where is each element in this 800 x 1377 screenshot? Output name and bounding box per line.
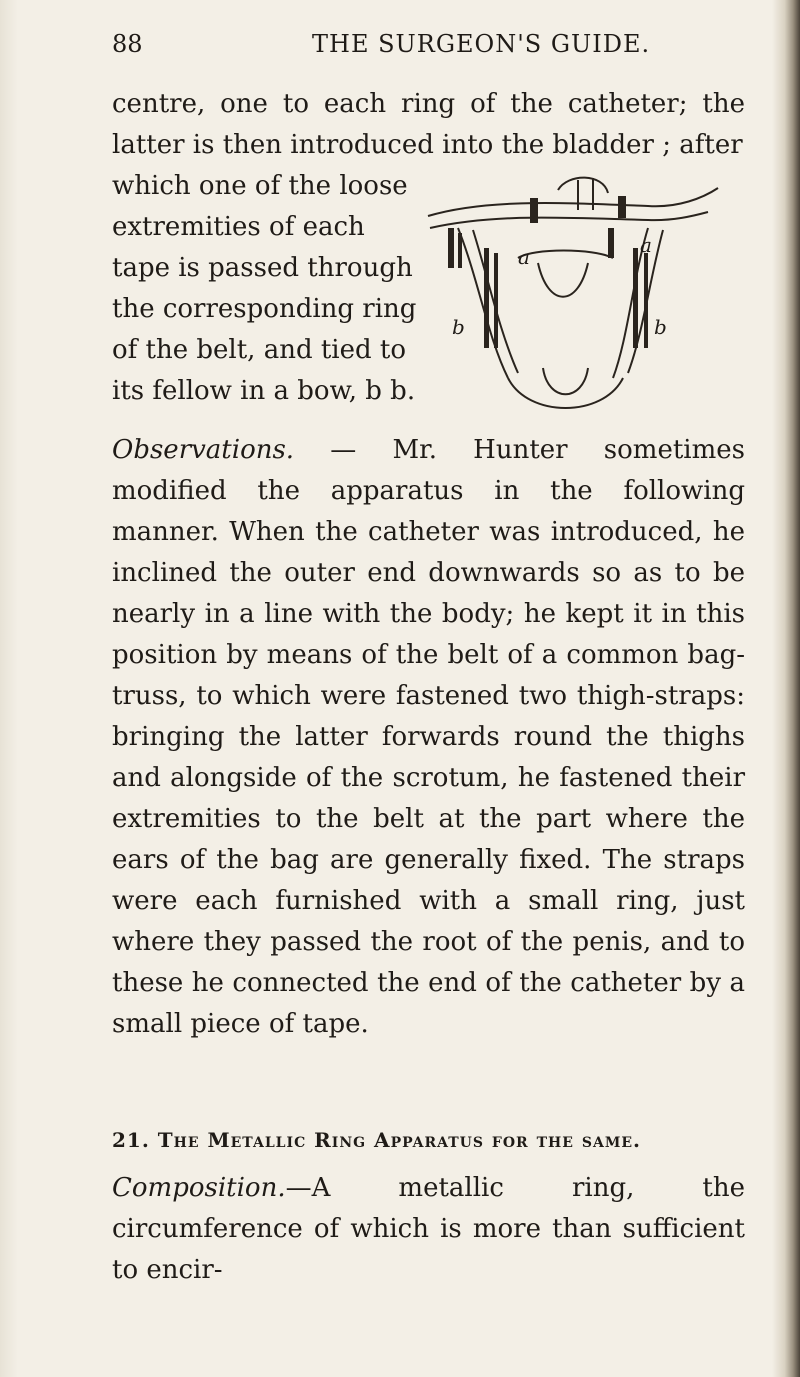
running-head: THE SURGEON'S GUIDE. [312, 30, 651, 58]
observations-text: — Mr. Hunter sometimes modified the apparatus in the following manner. When the catheter was introduced, he inclined the outer end downwards so as to be nearly in a line with the body; he kept it in this position by means of the belt of a common bag-truss, to which were fastened two thigh-straps: bringing the latter forwards round the thighs and alongside of the scrotum, he fastened their extremities to the belt at the part where the ears of the bag are generally fixed. The straps were each furnished with a small ring, just where they passed the root of the penis, and to these he connected the end of the catheter by a small piece of tape. [112, 435, 745, 1039]
section-heading: 21. The Metallic Ring Apparatus for the same. [112, 1128, 642, 1152]
observations-label: Observations. [112, 435, 295, 465]
figure-label-a-right: a [640, 233, 652, 257]
paragraph-continued [112, 84, 745, 166]
paragraph-text: which one of the loose extremities of each tape is passed through the corresponding ring of the belt, and tied to its fellow in a bow, b b. [112, 171, 417, 406]
figure-label-b-left: b [452, 315, 465, 339]
composition-label: Composition. [112, 1173, 286, 1203]
belt-line [428, 188, 718, 216]
figure-label-a-left: a [518, 245, 530, 269]
figure-illustration [418, 168, 738, 430]
composition-paragraph [112, 1168, 745, 1291]
page-header [112, 30, 744, 66]
book-spine-edge [772, 0, 800, 1377]
text-beside-figure [112, 166, 417, 412]
left-page-edge [0, 0, 18, 1377]
figure-label-b-right: b [654, 315, 667, 339]
composition-text: —A metallic ring, the circumference of which is more than sufficient to encir- [112, 1173, 745, 1285]
apparatus-engraving [418, 168, 738, 430]
paragraph-text: centre, one to each ring of the catheter; the latter is then introduced into the bladder ; after [112, 89, 745, 160]
page-number: 88 [112, 30, 143, 58]
observations-paragraph [112, 430, 745, 1045]
